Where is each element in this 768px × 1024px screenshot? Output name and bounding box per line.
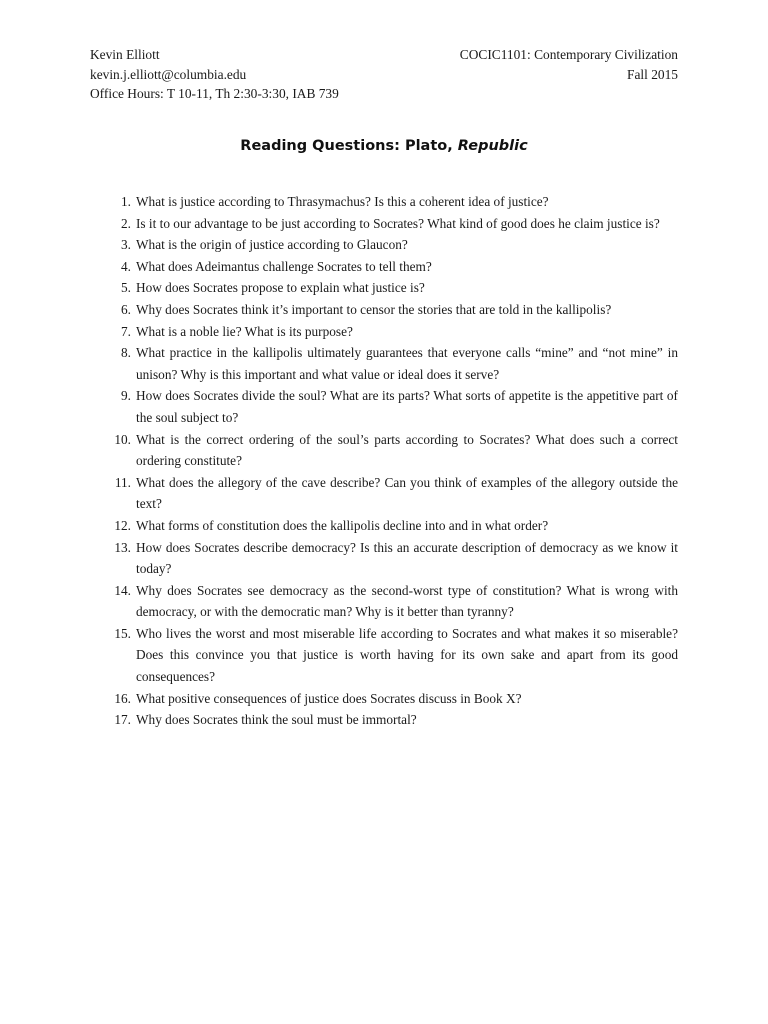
question-number: 7.: [121, 323, 131, 339]
question-text: How does Socrates propose to explain what justice is?: [136, 280, 425, 296]
question-item: [109, 342, 678, 385]
question-text: How does Socrates describe democracy? Is this an accurate description of democracy as we know it today?: [136, 539, 678, 577]
question-item: [109, 321, 678, 343]
question-number: 10.: [114, 431, 131, 447]
question-number: 2.: [121, 215, 131, 231]
question-number: 4.: [121, 258, 131, 274]
question-text: What does Adeimantus challenge Socrates to tell them?: [136, 258, 432, 274]
question-text: Why does Socrates think the soul must be immortal?: [136, 712, 417, 728]
question-item: [109, 191, 678, 213]
question-number: 13.: [114, 539, 131, 555]
question-item: [109, 580, 678, 623]
question-item: [109, 709, 678, 731]
question-item: [109, 256, 678, 278]
instructor-info: [90, 45, 339, 104]
question-text: Is it to our advantage to be just according to Socrates? What kind of good does he claim justice is?: [136, 215, 660, 231]
question-number: 5.: [121, 280, 131, 296]
question-item: [109, 429, 678, 472]
question-item: [109, 385, 678, 428]
question-number: 6.: [121, 301, 131, 317]
question-text: How does Socrates divide the soul? What are its parts? What sorts of appetite is the appetitive part of the soul subject to?: [136, 388, 678, 425]
title-work: Republic: [457, 138, 528, 154]
question-text: What positive consequences of justice does Socrates discuss in Book X?: [136, 690, 522, 706]
question-number: 1.: [121, 194, 131, 209]
question-item: [109, 213, 678, 235]
question-item: [109, 299, 678, 321]
question-text: What practice in the kallipolis ultimately guarantees that everyone calls “mine” and “not mine” in unison? Why is this important and what value or ideal does it serve?: [136, 345, 678, 382]
question-item: [109, 623, 678, 688]
question-text: Who lives the worst and most miserable life according to Socrates and what makes it so miserable? Does this convince you that justice is worth having for its own sake and apart from its good consequences?: [136, 625, 678, 685]
page-title: [0, 138, 768, 154]
title-prefix: Reading Questions: Plato,: [240, 138, 458, 154]
question-number: 16.: [114, 690, 131, 706]
course-title: COCIC1101: Contemporary Civilization: [459, 47, 678, 62]
question-item: [109, 537, 678, 580]
course-term: Fall 2015: [627, 66, 678, 82]
question-number: 15.: [114, 625, 131, 641]
course-info: [460, 45, 678, 84]
question-number: 12.: [114, 517, 131, 533]
question-number: 17.: [114, 712, 131, 728]
question-list: [109, 191, 678, 731]
question-text: Why does Socrates see democracy as the second-worst type of constitution? What is wrong with democracy, or with the democratic man? Why is it better than tyranny?: [136, 582, 678, 620]
question-item: [109, 515, 678, 537]
question-number: 9.: [121, 388, 131, 404]
question-text: What is the correct ordering of the soul’s parts according to Socrates? What does such a correct ordering constitute?: [136, 431, 678, 469]
instructor-email: kevin.j.elliott@columbia.edu: [90, 66, 247, 82]
question-number: 14.: [114, 582, 131, 598]
office-hours: Office Hours: T 10-11, Th 2:30-3:30, IAB 739: [90, 86, 339, 101]
question-number: 3.: [121, 237, 131, 253]
question-text: What is the origin of justice according to Glaucon?: [136, 237, 408, 253]
question-text: What does the allegory of the cave describe? Can you think of examples of the allegory outside the text?: [136, 474, 678, 512]
question-item: [109, 688, 678, 710]
question-text: What is a noble lie? What is its purpose?: [136, 323, 353, 339]
question-number: 8.: [121, 345, 131, 361]
instructor-name: Kevin Elliott: [90, 47, 160, 62]
question-item: [109, 472, 678, 515]
question-text: Why does Socrates think it’s important to censor the stories that are told in the kallipolis?: [136, 301, 612, 317]
question-text: What is justice according to Thrasymachus? Is this a coherent idea of justice?: [136, 194, 549, 209]
question-item: [109, 277, 678, 299]
question-item: [109, 234, 678, 256]
question-text: What forms of constitution does the kallipolis decline into and in what order?: [136, 517, 549, 533]
question-number: 11.: [114, 474, 131, 490]
